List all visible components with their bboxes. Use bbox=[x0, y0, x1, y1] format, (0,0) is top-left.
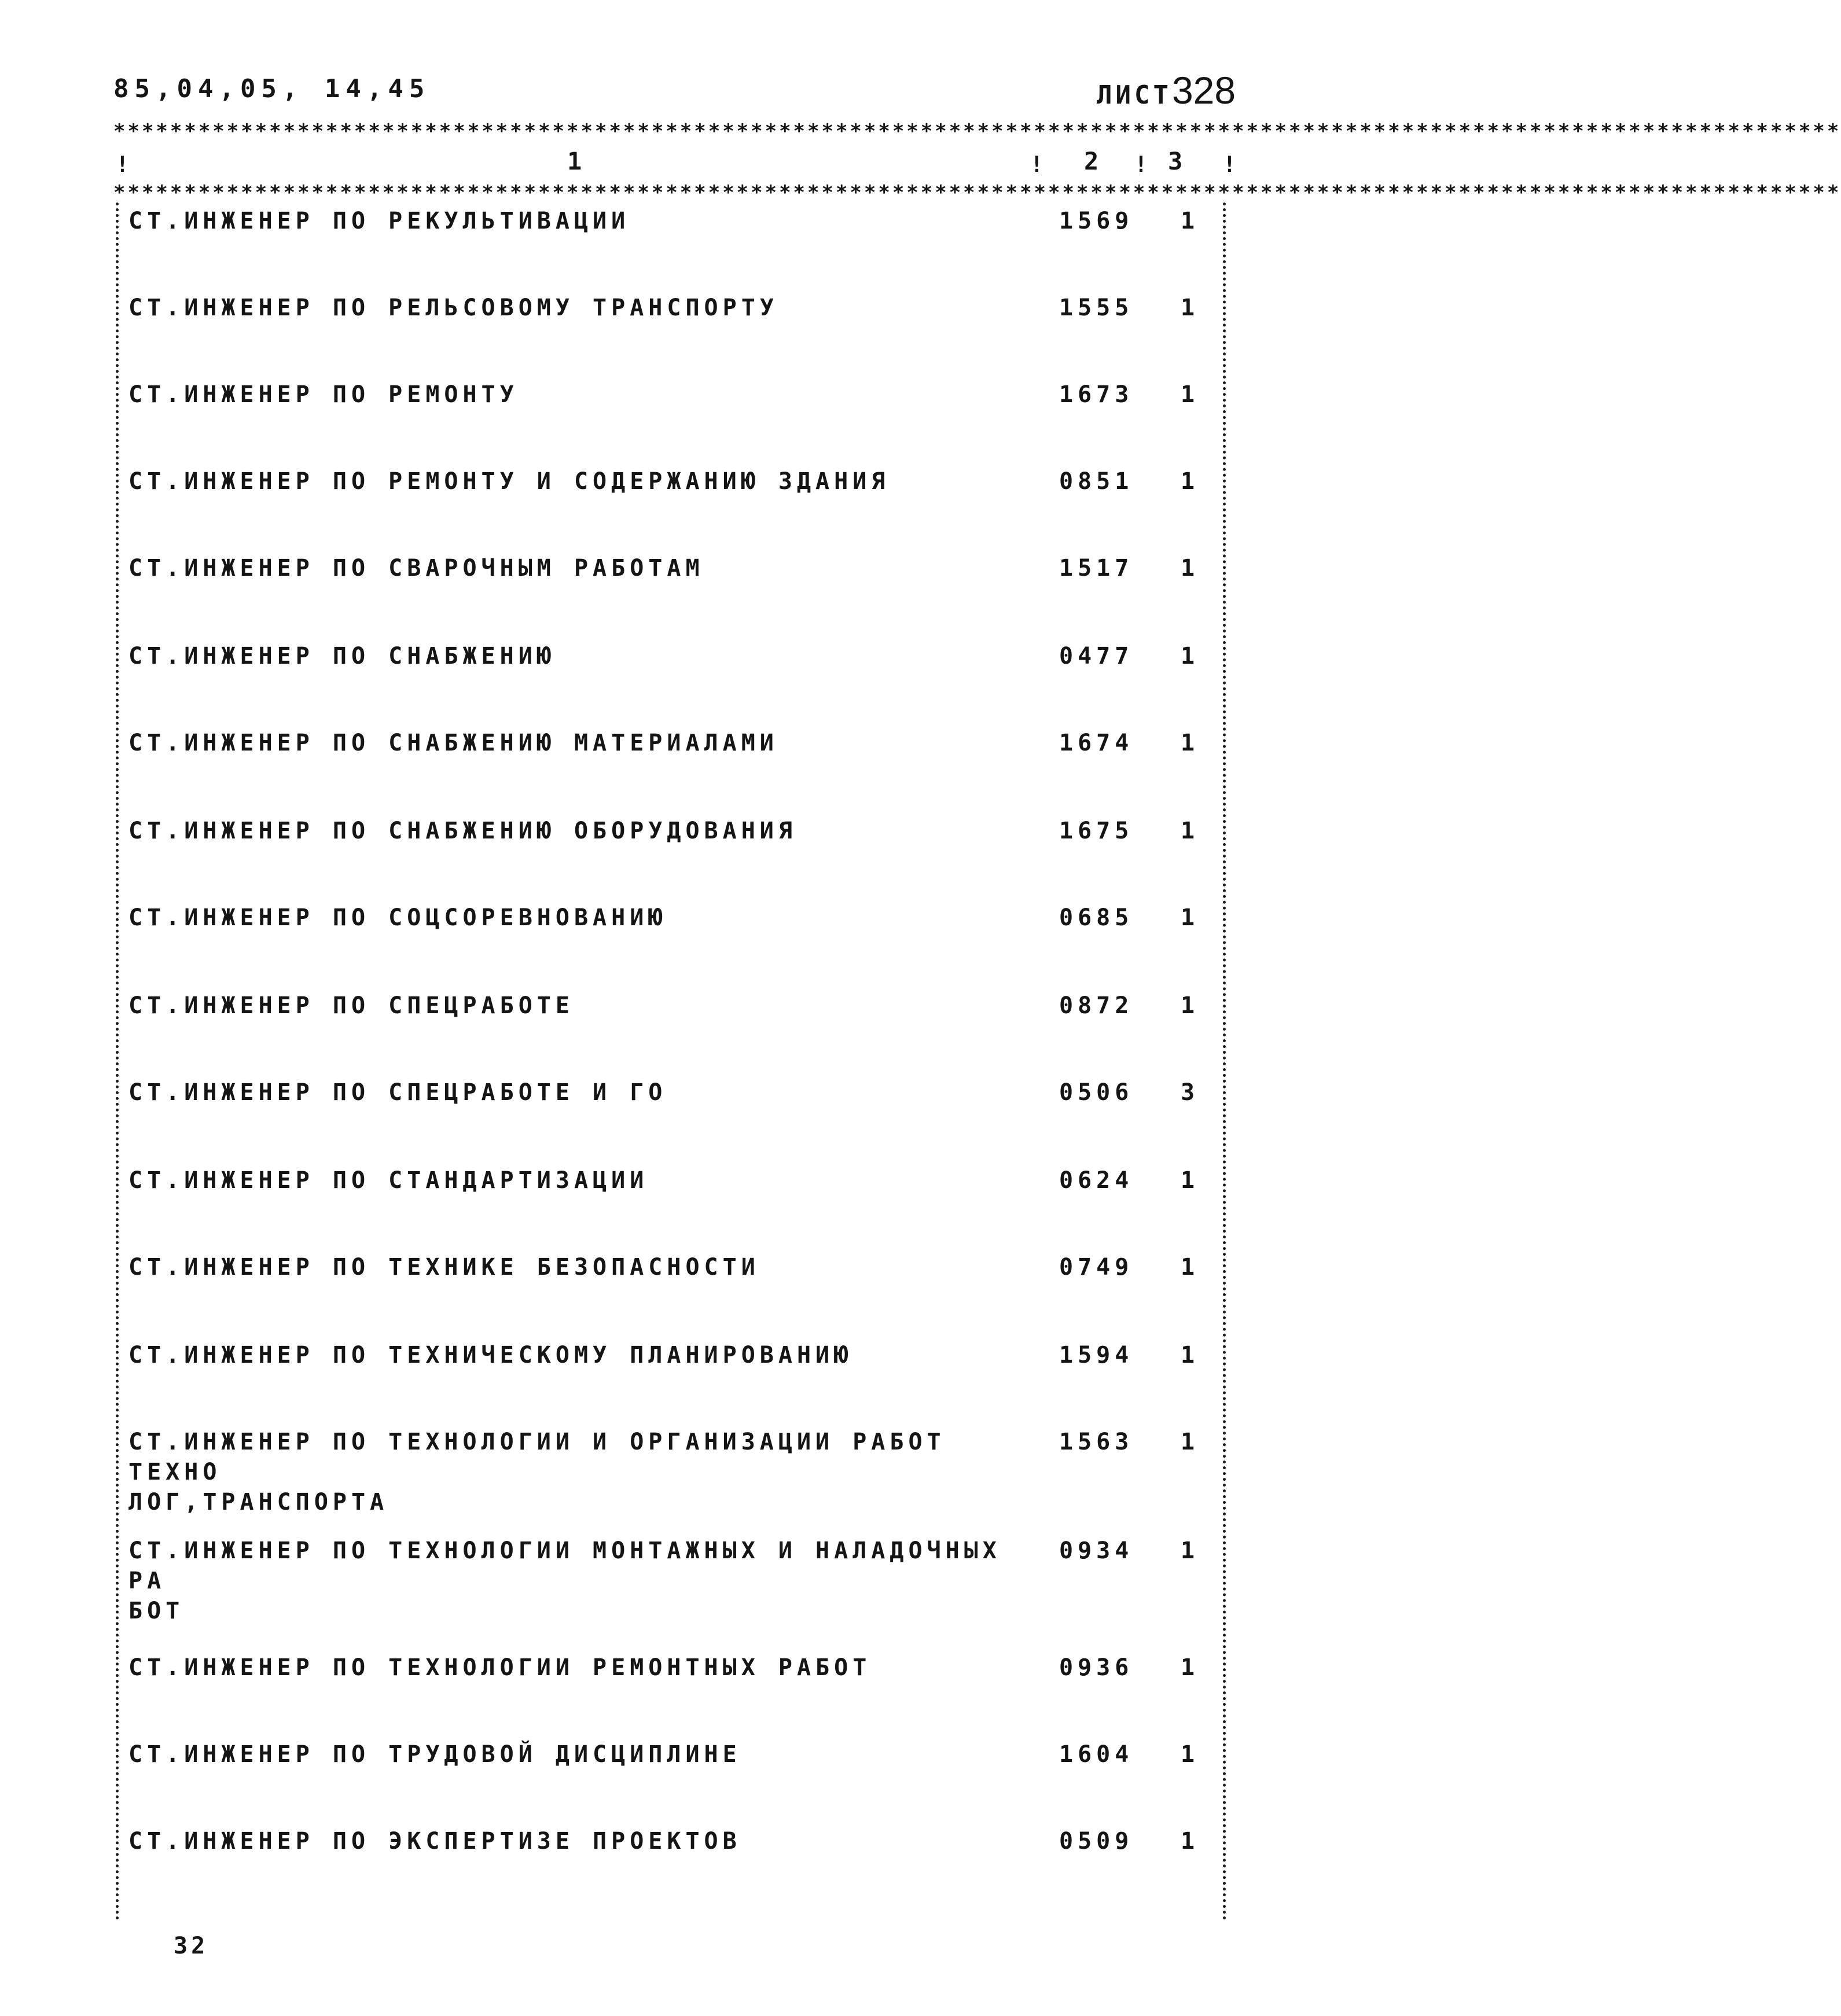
job-code: 1594 bbox=[1059, 1342, 1134, 1368]
table-row bbox=[0, 991, 1333, 1077]
job-title: СТ.ИНЖЕНЕР ПО ЭКСПЕРТИЗЕ ПРОЕКТОВ bbox=[128, 1828, 741, 1855]
job-code: 0872 bbox=[1059, 992, 1134, 1019]
job-count: 1 bbox=[1181, 1167, 1195, 1194]
job-title: СТ.ИНЖЕНЕР ПО ТЕХНОЛОГИИ РЕМОНТНЫХ РАБОТ bbox=[128, 1654, 872, 1681]
job-count: 1 bbox=[1181, 904, 1195, 931]
header-star-border: ************************************************************************************************************************** bbox=[113, 181, 1841, 204]
job-code: 1517 bbox=[1059, 555, 1134, 582]
table-row bbox=[0, 728, 1333, 815]
job-count: 1 bbox=[1181, 992, 1195, 1019]
print-date: 85,04,05, 14,45 bbox=[113, 74, 431, 104]
job-count: 1 bbox=[1181, 1342, 1195, 1368]
page-footer-number: 32 bbox=[174, 1933, 209, 1959]
job-count: 1 bbox=[1181, 555, 1195, 582]
job-title: СТ.ИНЖЕНЕР ПО СНАБЖЕНИЮ ОБОРУДОВАНИЯ bbox=[128, 818, 797, 844]
job-code: 0685 bbox=[1059, 904, 1134, 931]
job-code: 1569 bbox=[1059, 208, 1134, 234]
job-code: 0934 bbox=[1059, 1537, 1134, 1564]
table-row bbox=[0, 903, 1333, 989]
job-count: 1 bbox=[1181, 468, 1195, 495]
header-bar-right: ! bbox=[1223, 152, 1236, 177]
sheet-label bbox=[1097, 68, 1236, 112]
table-row bbox=[0, 293, 1333, 380]
table-row bbox=[0, 1739, 1333, 1826]
job-code: 1674 bbox=[1059, 730, 1134, 756]
column-header-1: 1 bbox=[567, 147, 582, 175]
table-row bbox=[0, 816, 1333, 903]
job-title: СТ.ИНЖЕНЕР ПО ТЕХНОЛОГИИ МОНТАЖНЫХ И НАЛАДОЧНЫХ РА БОТ bbox=[128, 1537, 1001, 1624]
sheet-label-text: ЛИСТ bbox=[1097, 80, 1172, 110]
header-bar-mid2: ! bbox=[1134, 152, 1148, 177]
column-header-2: 2 bbox=[1084, 147, 1099, 175]
table-row bbox=[0, 1077, 1333, 1164]
job-title: СТ.ИНЖЕНЕР ПО РЕКУЛЬТИВАЦИИ bbox=[128, 208, 630, 234]
job-title: СТ.ИНЖЕНЕР ПО СВАРОЧНЫМ РАБОТАМ bbox=[128, 555, 704, 582]
job-count: 1 bbox=[1181, 1828, 1195, 1855]
job-code: 0477 bbox=[1059, 643, 1134, 669]
top-star-border: ************************************************************************************************************************** bbox=[113, 120, 1841, 143]
job-count: 1 bbox=[1181, 295, 1195, 321]
table-row bbox=[0, 641, 1333, 728]
job-code: 0509 bbox=[1059, 1828, 1134, 1855]
job-code: 0851 bbox=[1059, 468, 1134, 495]
job-count: 1 bbox=[1181, 381, 1195, 408]
job-count: 1 bbox=[1181, 1254, 1195, 1281]
job-title: СТ.ИНЖЕНЕР ПО ТЕХНОЛОГИИ И ОРГАНИЗАЦИИ РАБОТ ТЕХНО ЛОГ,ТРАНСПОРТА bbox=[128, 1429, 946, 1515]
job-code: 1563 bbox=[1059, 1429, 1134, 1455]
table-row bbox=[0, 1427, 1333, 1514]
table-row bbox=[0, 1826, 1333, 1913]
job-count: 1 bbox=[1181, 208, 1195, 234]
header-bar-left: ! bbox=[116, 152, 129, 177]
table-row bbox=[0, 1165, 1333, 1252]
job-title: СТ.ИНЖЕНЕР ПО СПЕЦРАБОТЕ bbox=[128, 992, 574, 1019]
job-title: СТ.ИНЖЕНЕР ПО СОЦСОРЕВНОВАНИЮ bbox=[128, 904, 667, 931]
job-count: 1 bbox=[1181, 1741, 1195, 1768]
job-code: 1555 bbox=[1059, 295, 1134, 321]
job-title: СТ.ИНЖЕНЕР ПО СНАБЖЕНИЮ bbox=[128, 643, 556, 669]
job-code: 1675 bbox=[1059, 818, 1134, 844]
job-count: 1 bbox=[1181, 818, 1195, 844]
job-title: СТ.ИНЖЕНЕР ПО СНАБЖЕНИЮ МАТЕРИАЛАМИ bbox=[128, 730, 778, 756]
job-count: 3 bbox=[1181, 1079, 1195, 1106]
job-title: СТ.ИНЖЕНЕР ПО ТЕХНИКЕ БЕЗОПАСНОСТИ bbox=[128, 1254, 760, 1281]
job-count: 1 bbox=[1181, 1537, 1195, 1564]
job-count: 1 bbox=[1181, 730, 1195, 756]
job-title: СТ.ИНЖЕНЕР ПО СТАНДАРТИЗАЦИИ bbox=[128, 1167, 649, 1194]
job-code: 1673 bbox=[1059, 381, 1134, 408]
job-code: 0506 bbox=[1059, 1079, 1134, 1106]
table-row bbox=[0, 1536, 1333, 1623]
table-row bbox=[0, 466, 1333, 553]
job-title: СТ.ИНЖЕНЕР ПО ТЕХНИЧЕСКОМУ ПЛАНИРОВАНИЮ bbox=[128, 1342, 853, 1368]
header-bar-mid: ! bbox=[1030, 152, 1043, 177]
job-count: 1 bbox=[1181, 1654, 1195, 1681]
column-header-3: 3 bbox=[1168, 147, 1183, 175]
job-title: СТ.ИНЖЕНЕР ПО РЕЛЬСОВОМУ ТРАНСПОРТУ bbox=[128, 295, 778, 321]
table-row bbox=[0, 553, 1333, 640]
job-code: 0749 bbox=[1059, 1254, 1134, 1281]
table-row bbox=[0, 206, 1333, 293]
table-row bbox=[0, 380, 1333, 466]
sheet-number: 328 bbox=[1171, 69, 1236, 112]
table-row bbox=[0, 1653, 1333, 1739]
job-title: СТ.ИНЖЕНЕР ПО ТРУДОВОЙ ДИСЦИПЛИНЕ bbox=[128, 1741, 741, 1768]
job-code: 0936 bbox=[1059, 1654, 1134, 1681]
job-title: СТ.ИНЖЕНЕР ПО РЕМОНТУ bbox=[128, 381, 519, 408]
job-code: 1604 bbox=[1059, 1741, 1134, 1768]
job-code: 0624 bbox=[1059, 1167, 1134, 1194]
job-title: СТ.ИНЖЕНЕР ПО СПЕЦРАБОТЕ И ГО bbox=[128, 1079, 667, 1106]
job-count: 1 bbox=[1181, 1429, 1195, 1455]
table-row bbox=[0, 1252, 1333, 1339]
job-title: СТ.ИНЖЕНЕР ПО РЕМОНТУ И СОДЕРЖАНИЮ ЗДАНИЯ bbox=[128, 468, 890, 495]
table-row bbox=[0, 1340, 1333, 1427]
job-count: 1 bbox=[1181, 643, 1195, 669]
